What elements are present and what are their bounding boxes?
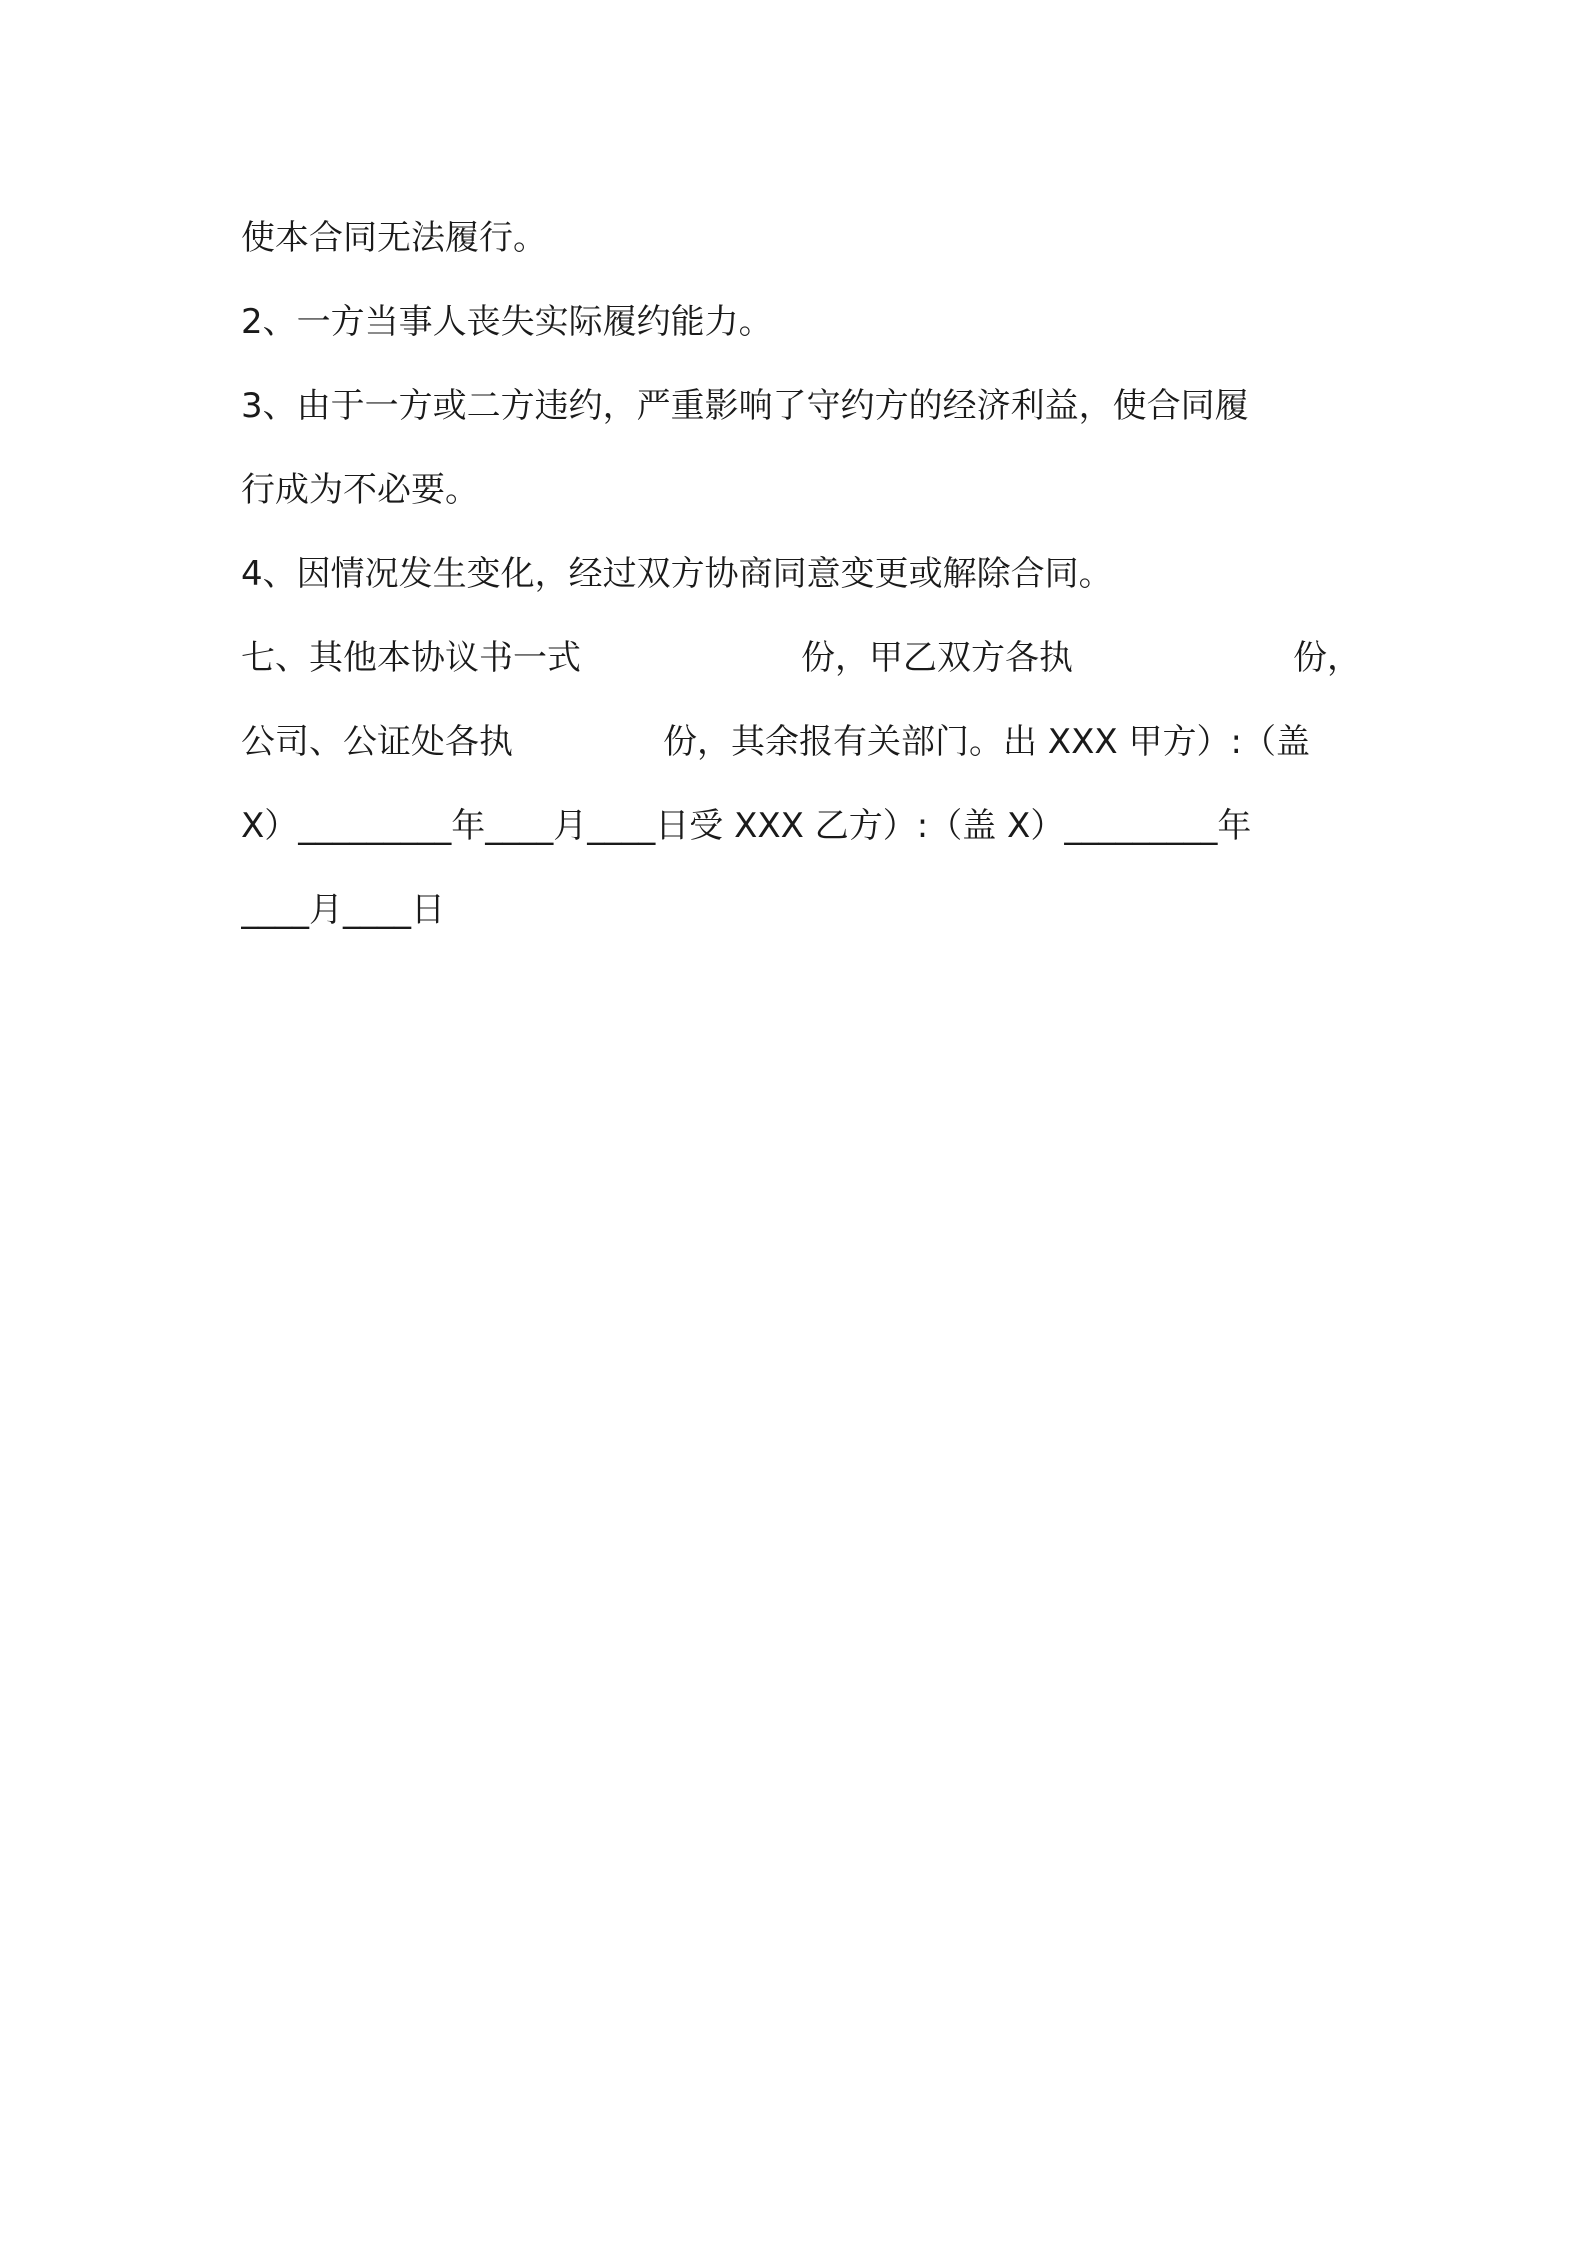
clause-7-line-4: ____月____日 xyxy=(241,890,445,930)
clause-7-line-3: X）_________年____月____日受 XXX 乙方）:（盖 X）_________年 xyxy=(241,806,1252,846)
clause-7-party-a: 份，其余报有关部门。出 XXX 甲方）:（盖 xyxy=(663,722,1310,762)
clause-7-copies-end: 份， xyxy=(1293,638,1361,678)
text-line-1: 使本合同无法履行。 xyxy=(241,218,547,258)
clause-7-line-1 xyxy=(241,616,1361,700)
clause-7-title: 七、其他本协议书一式 xyxy=(241,638,581,678)
clause-3-line-1: 3、由于一方或二方违约，严重影响了守约方的经济利益，使合同履 xyxy=(241,386,1249,426)
clause-4: 4、因情况发生变化，经过双方协商同意变更或解除合同。 xyxy=(241,554,1113,594)
clause-7-notary-text: 公司、公证处各执 xyxy=(241,722,513,762)
clause-3-line-2: 行成为不必要。 xyxy=(241,470,479,510)
clause-2: 2、一方当事人丧失实际履约能力。 xyxy=(241,302,773,342)
contract-text xyxy=(241,196,1361,952)
clause-7-line-2 xyxy=(241,700,1361,784)
clause-7-copies-text: 份，甲乙双方各执 xyxy=(801,638,1073,678)
